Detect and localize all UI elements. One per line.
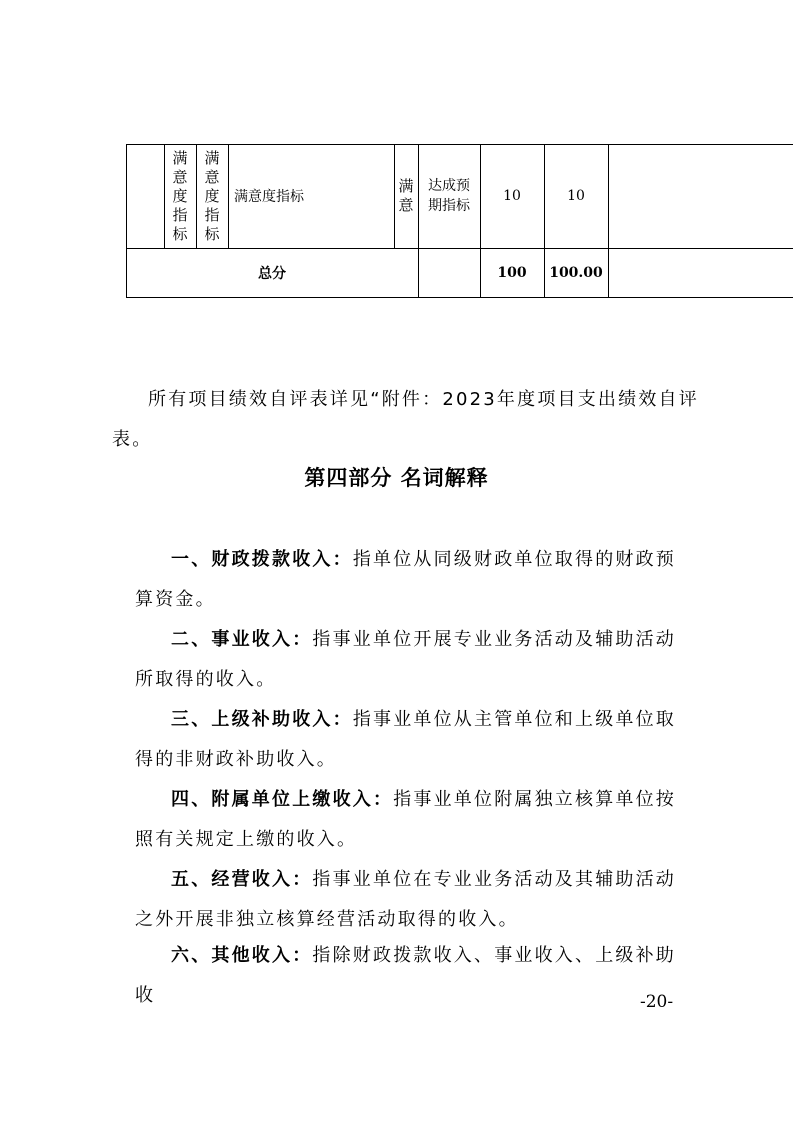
definition-5	[135, 860, 695, 940]
definition-term: 二、事业收入：	[171, 629, 313, 650]
definition-term: 六、其他收入：	[171, 945, 313, 966]
definition-2	[135, 620, 695, 700]
section-title: 第四部分 名词解释	[304, 466, 489, 490]
definition-1	[135, 540, 695, 620]
table-cell-full-score	[480, 144, 544, 248]
definition-term: 五、经营收入：	[171, 869, 313, 890]
full-score-value: 10	[503, 188, 521, 204]
table-cell-actual-score	[544, 144, 608, 248]
target-text: 达成预期指标	[428, 178, 470, 214]
table-cell-target	[418, 144, 480, 248]
total-full-score: 100	[497, 264, 527, 281]
category-text: 满意度指标	[172, 148, 188, 243]
definition-term: 一、财政拨款收入：	[171, 549, 353, 570]
satisfaction-text: 满意	[398, 177, 414, 214]
total-label-cell	[126, 248, 418, 297]
total-actual-score: 100.00	[549, 264, 603, 281]
table-cell-satisfaction	[394, 144, 418, 248]
indicator-text: 满意度指标	[234, 189, 304, 205]
definition-text: 指事业单位在专业业务活动及其辅助活动之外开展非独立核算经营活动取得的收入。	[135, 869, 677, 930]
page-number: -20-	[640, 992, 674, 1012]
definition-6	[135, 936, 695, 1016]
total-actual-score-cell	[544, 248, 608, 297]
table-cell-category	[164, 144, 196, 248]
definition-term: 三、上级补助收入：	[171, 709, 353, 730]
definition-4	[135, 780, 695, 860]
definition-term: 四、附属单位上缴收入：	[171, 789, 394, 810]
definition-text: 指事业单位开展专业业务活动及辅助活动所取得的收入。	[135, 629, 677, 690]
total-full-score-cell	[480, 248, 544, 297]
appendix-note-text: 所有项目绩效自评表详见“附件：2023年度项目支出绩效自评表。	[112, 389, 699, 450]
definition-text: 指事业单位附属独立核算单位按照有关规定上缴的收入。	[135, 789, 677, 850]
actual-score-value: 10	[567, 188, 585, 204]
definition-3	[135, 700, 695, 780]
definition-text: 指除财政拨款收入、事业收入、上级补助收	[135, 945, 677, 1006]
subcategory-text: 满意度指标	[204, 148, 220, 243]
appendix-note	[112, 380, 702, 460]
table-cell-subcategory	[196, 144, 228, 248]
total-label: 总分	[258, 265, 286, 282]
definition-text: 指事业单位从主管单位和上级单位取得的非财政补助收入。	[135, 709, 677, 770]
definition-text: 指单位从同级财政单位取得的财政预算资金。	[135, 549, 677, 610]
table-cell-indicator	[228, 144, 394, 248]
